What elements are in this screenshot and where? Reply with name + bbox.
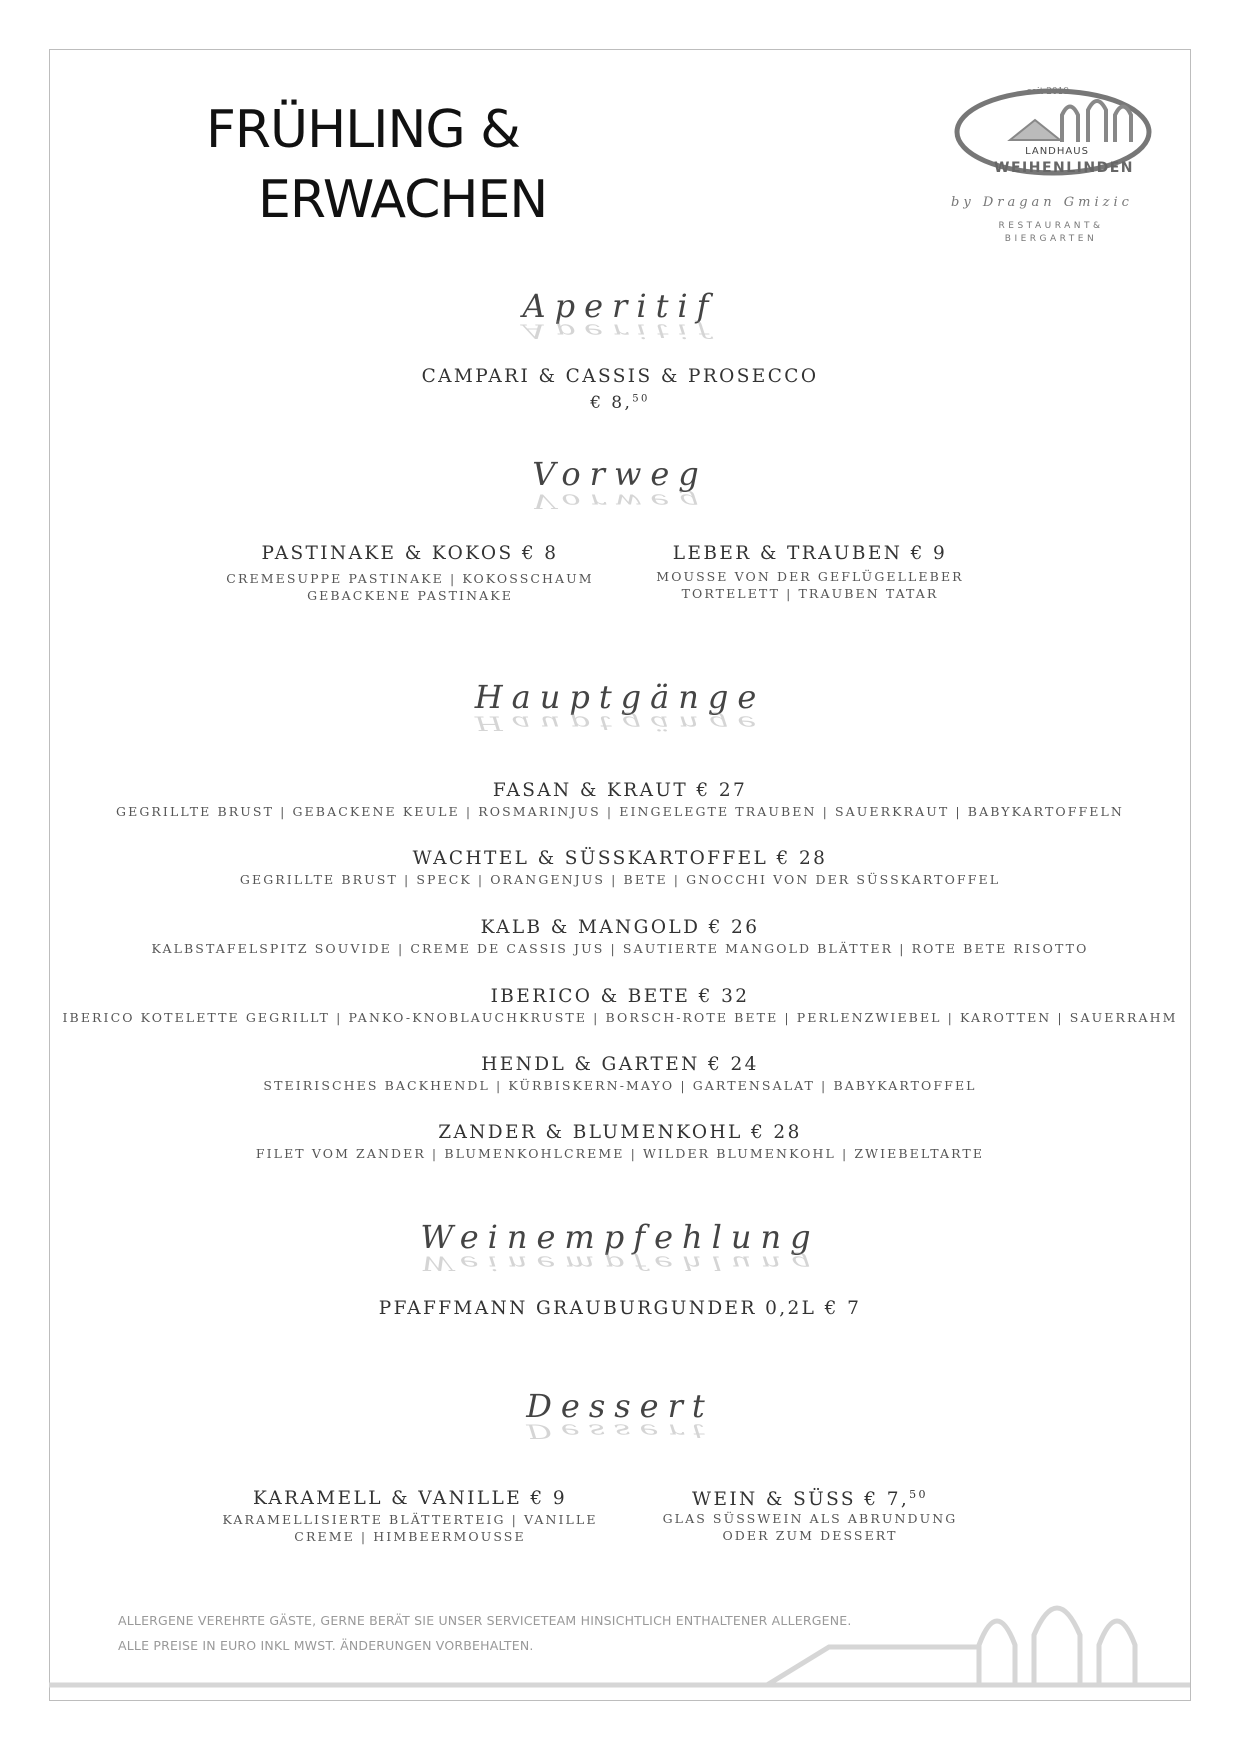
main-course-item bbox=[0, 986, 1240, 1026]
dish-description: GLAS SÜSSWEIN ALS ABRUNDUNG bbox=[662, 1511, 958, 1527]
main-course-item bbox=[0, 917, 1240, 957]
restaurant-logo bbox=[940, 80, 1190, 260]
dish-description: MOUSSE VON DER GEFLÜGELLEBER bbox=[656, 569, 964, 584]
section-heading-reflection: Dessert bbox=[526, 1419, 714, 1443]
dish-description: IBERICO KOTELETTE GEGRILLT | PANKO-KNOBLAUCHKRUSTE | BORSCH-ROTE BETE | PERLENZWIEBEL | KAROTTEN | SAUERRAHM bbox=[62, 1010, 1178, 1025]
dish-name: ZANDER & BLUMENKOHL € 28 bbox=[438, 1122, 802, 1143]
section-heading-weinempfehlung: Weinempfehlung bbox=[420, 1218, 820, 1256]
dish-name: FASAN & KRAUT € 27 bbox=[492, 780, 748, 801]
dish-description: KALBSTAFELSPITZ SOUVIDE | CREME DE CASSIS JUS | SAUTIERTE MANGOLD BLÄTTER | ROTE BETE RISOTTO bbox=[151, 941, 1089, 956]
menu-title-line2: ERWACHEN bbox=[258, 170, 548, 230]
logo-by: by Dragan Gmizic bbox=[951, 195, 1133, 210]
menu-title-line1: FRÜHLING & bbox=[206, 100, 520, 160]
main-course-item bbox=[0, 1054, 1240, 1094]
aperitif-item: CAMPARI & CASSIS & PROSECCO bbox=[421, 366, 819, 387]
main-course-item bbox=[0, 1122, 1240, 1162]
section-heading-vorweg: Vorweg bbox=[532, 455, 708, 493]
dish-description: GEBACKENE PASTINAKE bbox=[307, 588, 513, 603]
dish-name: KARAMELL & VANILLE € 9 bbox=[252, 1488, 568, 1509]
dish-description: FILET VOM ZANDER | BLUMENKOHLCREME | WILDER BLUMENKOHL | ZWIEBELTARTE bbox=[255, 1146, 985, 1161]
dish-name: PASTINAKE & KOKOS € 8 bbox=[261, 543, 559, 564]
logo-name: WEIHENLINDEN bbox=[994, 160, 1134, 176]
vorweg-item-left bbox=[200, 543, 620, 604]
footer-allergen-note: ALLERGENE VEREHRTE GÄSTE, GERNE BERÄT SIE UNSER SERVICETEAM HINSICHTLICH ENTHALTENER ALLERGENE. bbox=[118, 1613, 852, 1628]
dessert-item-left bbox=[200, 1488, 620, 1545]
section-heading-reflection: Weinempfehlung bbox=[420, 1251, 820, 1275]
dish-description: KARAMELLISIERTE BLÄTTERTEIG | VANILLE bbox=[222, 1512, 598, 1527]
dish-name: KALB & MANGOLD € 26 bbox=[480, 917, 760, 938]
logo-sub2: BIERGARTEN bbox=[1004, 234, 1098, 244]
logo-landhaus: LANDHAUS bbox=[1025, 146, 1089, 157]
wine-recommendation: PFAFFMANN GRAUBURGUNDER 0,2L € 7 bbox=[378, 1298, 862, 1319]
dish-description: ODER ZUM DESSERT bbox=[722, 1528, 898, 1544]
dish-description: TORTELETT | TRAUBEN TATAR bbox=[681, 586, 939, 601]
dish-name: LEBER & TRAUBEN € 9 bbox=[672, 543, 948, 564]
section-heading-aperitif: Aperitif bbox=[522, 287, 718, 325]
section-heading-reflection: Hauptgänge bbox=[474, 711, 766, 735]
main-course-item bbox=[0, 780, 1240, 820]
dish-name: WEIN & SÜSS € 7,50 bbox=[692, 1488, 928, 1511]
dish-description: GEGRILLTE BRUST | SPECK | ORANGENJUS | BETE | GNOCCHI VON DER SÜSSKARTOFFEL bbox=[239, 872, 1001, 887]
section-heading-hauptgaenge: Hauptgänge bbox=[474, 678, 766, 716]
footer-price-note: ALLE PREISE IN EURO INKL MWST. ÄNDERUNGEN VORBEHALTEN. bbox=[118, 1638, 534, 1653]
dish-description: STEIRISCHES BACKHENDL | KÜRBISKERN-MAYO | GARTENSALAT | BABYKARTOFFEL bbox=[263, 1078, 977, 1093]
logo-seit: seit 2019 bbox=[1026, 87, 1070, 97]
vorweg-item-right bbox=[600, 543, 1020, 602]
section-heading-reflection: Vorweg bbox=[532, 489, 708, 513]
dish-name: HENDL & GARTEN € 24 bbox=[481, 1054, 759, 1075]
dish-description: CREMESUPPE PASTINAKE | KOKOSSCHAUM bbox=[226, 571, 594, 586]
dish-description: CREME | HIMBEERMOUSSE bbox=[294, 1529, 526, 1544]
section-heading-reflection: Aperitif bbox=[522, 319, 718, 343]
logo-sub1: RESTAURANT& bbox=[998, 221, 1104, 231]
dish-description: GEGRILLTE BRUST | GEBACKENE KEULE | ROSMARINJUS | EINGELEGTE TRAUBEN | SAUERKRAUT | BABYKARTOFFELN bbox=[116, 804, 1124, 819]
dish-name: WACHTEL & SÜSSKARTOFFEL € 28 bbox=[412, 848, 828, 869]
aperitif-price: € 8,50 bbox=[590, 393, 650, 413]
section-heading-dessert: Dessert bbox=[526, 1387, 714, 1425]
main-course-item bbox=[0, 848, 1240, 888]
dish-name: IBERICO & BETE € 32 bbox=[490, 986, 750, 1007]
dessert-item-right bbox=[600, 1488, 1020, 1544]
